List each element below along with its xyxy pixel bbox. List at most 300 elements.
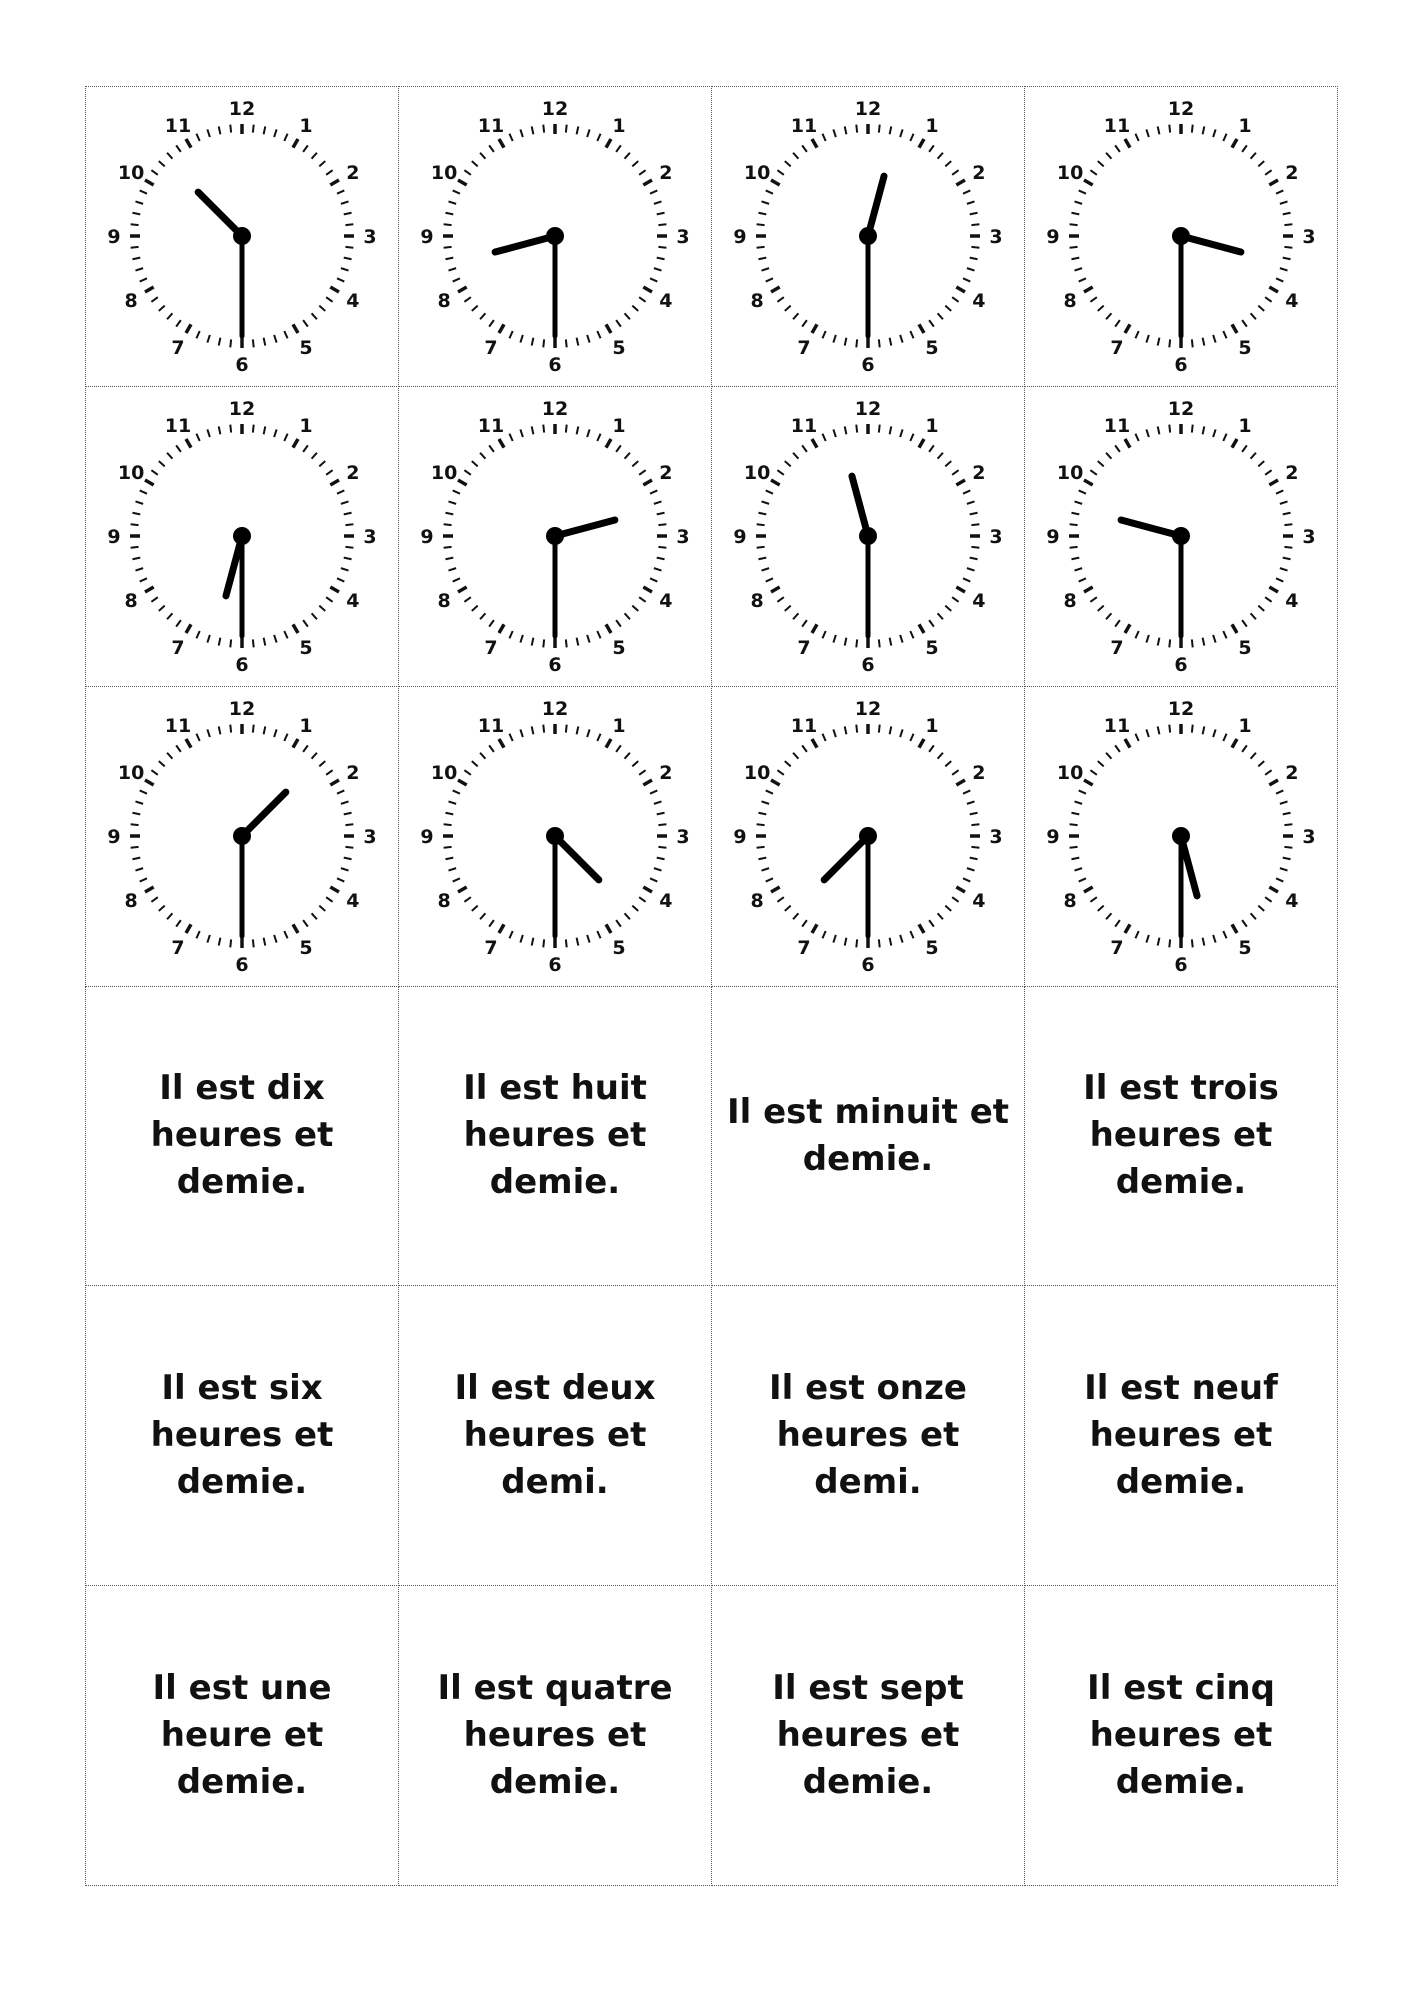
minute-tick bbox=[1090, 770, 1096, 775]
phrase-card[interactable] bbox=[85, 1285, 399, 1586]
dial-number: 12 bbox=[228, 98, 256, 121]
clock-card[interactable] bbox=[1024, 686, 1338, 987]
phrase-card[interactable] bbox=[398, 1285, 712, 1586]
minute-tick bbox=[879, 340, 880, 348]
minute-tick bbox=[1115, 920, 1120, 926]
minute-tick bbox=[1192, 725, 1193, 733]
minute-tick bbox=[444, 824, 452, 825]
minute-tick bbox=[650, 878, 657, 881]
minute-tick bbox=[758, 813, 766, 815]
minute-tick bbox=[1169, 725, 1170, 733]
phrase-card[interactable] bbox=[1024, 1585, 1338, 1886]
minute-tick bbox=[856, 125, 857, 133]
minute-tick bbox=[509, 134, 512, 141]
phrase-card[interactable] bbox=[711, 1585, 1025, 1886]
minute-tick bbox=[793, 153, 798, 159]
minute-tick bbox=[650, 579, 657, 582]
dial-number: 2 bbox=[1285, 162, 1299, 185]
minute-tick bbox=[464, 897, 470, 902]
minute-tick bbox=[577, 727, 579, 735]
minute-tick bbox=[639, 597, 645, 602]
clock-card[interactable] bbox=[85, 86, 399, 387]
dial-number: 1 bbox=[1238, 715, 1252, 738]
hour-tick bbox=[1269, 587, 1278, 592]
minute-tick bbox=[207, 935, 209, 943]
minute-tick bbox=[1106, 314, 1111, 320]
minute-tick bbox=[597, 134, 600, 141]
minute-tick bbox=[1090, 470, 1096, 475]
minute-tick bbox=[766, 191, 773, 194]
minute-tick bbox=[952, 897, 958, 902]
minute-tick bbox=[1251, 453, 1256, 459]
minute-tick bbox=[159, 461, 165, 466]
dial-number: 11 bbox=[164, 415, 192, 438]
hour-hand bbox=[555, 520, 615, 536]
minute-tick bbox=[785, 606, 791, 611]
minute-tick bbox=[785, 761, 791, 766]
clock-face bbox=[1046, 691, 1316, 981]
dial-number: 2 bbox=[346, 762, 360, 785]
dial-number: 7 bbox=[1110, 337, 1124, 360]
minute-tick bbox=[480, 453, 485, 459]
minute-tick bbox=[543, 125, 544, 133]
dial-number: 11 bbox=[790, 715, 818, 738]
minute-tick bbox=[970, 558, 978, 560]
minute-tick bbox=[757, 824, 765, 825]
minute-tick bbox=[1158, 638, 1160, 646]
minute-tick bbox=[890, 127, 892, 135]
minute-tick bbox=[938, 153, 943, 159]
minute-tick bbox=[833, 430, 835, 438]
minute-tick bbox=[650, 191, 657, 194]
minute-tick bbox=[1284, 547, 1292, 548]
minute-tick bbox=[616, 745, 621, 751]
minute-tick bbox=[264, 727, 266, 735]
minute-tick bbox=[489, 745, 494, 751]
dial-number: 9 bbox=[107, 526, 121, 549]
hour-tick bbox=[186, 139, 191, 148]
time-phrase: Il est une heure et demie. bbox=[152, 1668, 332, 1803]
minute-tick bbox=[159, 606, 165, 611]
minute-tick bbox=[577, 938, 579, 946]
minute-tick bbox=[758, 858, 766, 860]
clock-card[interactable] bbox=[711, 86, 1025, 387]
minute-tick bbox=[1283, 513, 1291, 515]
minute-tick bbox=[1070, 525, 1078, 526]
hour-tick bbox=[145, 287, 154, 292]
center-pivot bbox=[233, 227, 251, 245]
minute-tick bbox=[230, 340, 231, 348]
center-pivot bbox=[1172, 227, 1190, 245]
dial-number: 7 bbox=[171, 337, 185, 360]
minute-tick bbox=[967, 568, 975, 570]
minute-tick bbox=[1135, 734, 1138, 741]
clock-card[interactable] bbox=[1024, 386, 1338, 687]
minute-tick bbox=[207, 130, 209, 138]
minute-tick bbox=[135, 269, 143, 271]
hour-tick bbox=[919, 625, 924, 634]
minute-tick bbox=[341, 202, 349, 204]
hour-tick bbox=[919, 139, 924, 148]
minute-tick bbox=[658, 547, 666, 548]
minute-tick bbox=[337, 878, 344, 881]
clock-card[interactable] bbox=[1024, 86, 1338, 387]
minute-tick bbox=[196, 734, 199, 741]
minute-tick bbox=[766, 791, 773, 794]
minute-tick bbox=[890, 638, 892, 646]
minute-tick bbox=[967, 502, 975, 504]
dial-number: 7 bbox=[484, 936, 498, 959]
hour-tick bbox=[771, 887, 780, 892]
hour-tick bbox=[293, 139, 298, 148]
dial-number: 10 bbox=[117, 462, 145, 485]
time-phrase: Il est onze heures et demi. bbox=[769, 1368, 967, 1503]
minute-tick bbox=[319, 161, 325, 166]
minute-tick bbox=[761, 568, 769, 570]
minute-tick bbox=[597, 331, 600, 338]
minute-tick bbox=[1146, 430, 1148, 438]
minute-tick bbox=[856, 940, 857, 948]
minute-tick bbox=[639, 298, 645, 303]
minute-tick bbox=[1251, 753, 1256, 759]
hour-tick bbox=[643, 587, 652, 592]
minute-tick bbox=[219, 938, 221, 946]
hour-tick bbox=[956, 587, 965, 592]
phrase-card[interactable] bbox=[398, 1585, 712, 1886]
minute-tick bbox=[284, 734, 287, 741]
minute-tick bbox=[219, 427, 221, 435]
minute-tick bbox=[658, 225, 666, 226]
dial-number: 12 bbox=[228, 698, 256, 721]
minute-tick bbox=[1192, 940, 1193, 948]
minute-tick bbox=[822, 631, 825, 638]
minute-tick bbox=[326, 897, 332, 902]
minute-tick bbox=[566, 940, 567, 948]
minute-tick bbox=[1106, 753, 1111, 759]
minute-tick bbox=[264, 427, 266, 435]
dial-number: 9 bbox=[107, 226, 121, 249]
phrase-card[interactable] bbox=[711, 986, 1025, 1287]
clock-face bbox=[1046, 91, 1316, 381]
minute-tick bbox=[132, 513, 140, 515]
dial-number: 4 bbox=[972, 890, 986, 913]
clock-face bbox=[733, 691, 1003, 981]
center-pivot bbox=[546, 227, 564, 245]
minute-tick bbox=[344, 858, 352, 860]
minute-tick bbox=[1213, 935, 1215, 943]
minute-tick bbox=[509, 734, 512, 741]
dial-number: 5 bbox=[1238, 936, 1252, 959]
clock-card[interactable] bbox=[398, 86, 712, 387]
hour-tick bbox=[771, 587, 780, 592]
dial-number: 8 bbox=[124, 890, 138, 913]
minute-tick bbox=[658, 824, 666, 825]
clock-card[interactable] bbox=[711, 686, 1025, 987]
minute-tick bbox=[345, 547, 353, 548]
minute-tick bbox=[1265, 597, 1271, 602]
minute-tick bbox=[135, 202, 143, 204]
hour-tick bbox=[1232, 325, 1237, 334]
clock-face bbox=[733, 91, 1003, 381]
minute-tick bbox=[777, 298, 783, 303]
minute-tick bbox=[639, 470, 645, 475]
minute-tick bbox=[176, 321, 181, 327]
hour-tick bbox=[186, 625, 191, 634]
hour-tick bbox=[499, 625, 504, 634]
minute-tick bbox=[151, 597, 157, 602]
minute-tick bbox=[472, 761, 478, 766]
minute-tick bbox=[131, 225, 139, 226]
hour-tick bbox=[812, 325, 817, 334]
minute-tick bbox=[970, 513, 978, 515]
minute-tick bbox=[132, 213, 140, 215]
dial-number: 10 bbox=[117, 162, 145, 185]
minute-tick bbox=[207, 430, 209, 438]
dial-number: 3 bbox=[363, 526, 377, 549]
minute-tick bbox=[657, 813, 665, 815]
minute-tick bbox=[176, 920, 181, 926]
minute-tick bbox=[587, 935, 589, 943]
minute-tick bbox=[444, 847, 452, 848]
minute-tick bbox=[650, 491, 657, 494]
minute-tick bbox=[1192, 640, 1193, 648]
minute-tick bbox=[758, 213, 766, 215]
hour-hand bbox=[198, 193, 242, 237]
minute-tick bbox=[658, 247, 666, 248]
hour-tick bbox=[1084, 480, 1093, 485]
dial-number: 5 bbox=[1238, 337, 1252, 360]
minute-tick bbox=[167, 614, 172, 620]
minute-tick bbox=[448, 202, 456, 204]
clock-card[interactable] bbox=[711, 386, 1025, 687]
minute-tick bbox=[341, 568, 349, 570]
minute-tick bbox=[453, 878, 460, 881]
minute-tick bbox=[766, 279, 773, 282]
minute-tick bbox=[1146, 935, 1148, 943]
dial-number: 3 bbox=[676, 826, 690, 849]
minute-tick bbox=[597, 631, 600, 638]
hour-tick bbox=[919, 439, 924, 448]
clock-card[interactable] bbox=[398, 686, 712, 987]
minute-tick bbox=[632, 461, 638, 466]
phrase-card[interactable] bbox=[398, 986, 712, 1287]
minute-tick bbox=[822, 434, 825, 441]
minute-tick bbox=[1265, 770, 1271, 775]
minute-tick bbox=[879, 425, 880, 433]
minute-tick bbox=[1203, 638, 1205, 646]
minute-tick bbox=[757, 525, 765, 526]
minute-tick bbox=[264, 938, 266, 946]
minute-tick bbox=[264, 638, 266, 646]
phrase-card[interactable] bbox=[1024, 986, 1338, 1287]
minute-tick bbox=[833, 635, 835, 643]
minute-tick bbox=[319, 461, 325, 466]
minute-tick bbox=[132, 858, 140, 860]
minute-tick bbox=[543, 725, 544, 733]
hour-tick bbox=[643, 287, 652, 292]
dial-number: 3 bbox=[989, 526, 1003, 549]
minute-tick bbox=[1158, 938, 1160, 946]
minute-tick bbox=[566, 340, 567, 348]
dial-number: 12 bbox=[1167, 98, 1195, 121]
minute-tick bbox=[135, 502, 143, 504]
dial-number: 4 bbox=[659, 590, 673, 613]
hour-tick bbox=[293, 325, 298, 334]
minute-tick bbox=[845, 938, 847, 946]
dial-number: 1 bbox=[1238, 415, 1252, 438]
minute-tick bbox=[577, 338, 579, 346]
clock-card[interactable] bbox=[85, 386, 399, 687]
time-phrase: Il est deux heures et demi. bbox=[454, 1368, 656, 1503]
clock-card[interactable] bbox=[85, 686, 399, 987]
hour-tick bbox=[956, 887, 965, 892]
minute-tick bbox=[793, 614, 798, 620]
minute-tick bbox=[319, 306, 325, 311]
dial-number: 6 bbox=[1174, 954, 1188, 977]
minute-tick bbox=[963, 191, 970, 194]
minute-tick bbox=[1223, 931, 1226, 938]
minute-tick bbox=[230, 940, 231, 948]
hour-hand bbox=[1181, 236, 1241, 252]
minute-tick bbox=[230, 725, 231, 733]
minute-tick bbox=[344, 258, 352, 260]
phrase-card[interactable] bbox=[1024, 1285, 1338, 1586]
minute-tick bbox=[444, 547, 452, 548]
phrase-card[interactable] bbox=[85, 986, 399, 1287]
minute-tick bbox=[1213, 335, 1215, 343]
dial-number: 2 bbox=[346, 462, 360, 485]
minute-tick bbox=[1283, 258, 1291, 260]
clock-face bbox=[420, 691, 690, 981]
minute-tick bbox=[952, 770, 958, 775]
minute-tick bbox=[337, 491, 344, 494]
minute-tick bbox=[1074, 801, 1082, 803]
hour-tick bbox=[458, 287, 467, 292]
minute-tick bbox=[890, 727, 892, 735]
minute-tick bbox=[1146, 335, 1148, 343]
minute-tick bbox=[758, 258, 766, 260]
clock-face bbox=[107, 691, 377, 981]
minute-tick bbox=[131, 824, 139, 825]
minute-tick bbox=[345, 225, 353, 226]
phrase-card[interactable] bbox=[85, 1585, 399, 1886]
minute-tick bbox=[1283, 558, 1291, 560]
minute-tick bbox=[625, 314, 630, 320]
minute-tick bbox=[952, 597, 958, 602]
minute-tick bbox=[1106, 153, 1111, 159]
dial-number: 11 bbox=[477, 715, 505, 738]
minute-tick bbox=[597, 734, 600, 741]
hour-tick bbox=[1269, 887, 1278, 892]
minute-tick bbox=[1074, 269, 1082, 271]
hour-tick bbox=[956, 180, 965, 185]
dial-number: 7 bbox=[171, 637, 185, 660]
center-pivot bbox=[233, 527, 251, 545]
minute-tick bbox=[566, 425, 567, 433]
center-pivot bbox=[859, 527, 877, 545]
minute-tick bbox=[963, 878, 970, 881]
minute-tick bbox=[1098, 461, 1104, 466]
minute-tick bbox=[1070, 847, 1078, 848]
clock-face bbox=[107, 91, 377, 381]
dial-number: 3 bbox=[1302, 226, 1316, 249]
hour-hand bbox=[824, 836, 868, 880]
minute-tick bbox=[900, 730, 902, 738]
dial-number: 8 bbox=[750, 290, 764, 313]
minute-tick bbox=[632, 606, 638, 611]
minute-tick bbox=[1169, 640, 1170, 648]
minute-tick bbox=[1203, 127, 1205, 135]
minute-tick bbox=[448, 801, 456, 803]
minute-tick bbox=[952, 171, 958, 176]
hour-tick bbox=[458, 587, 467, 592]
dial-number: 10 bbox=[430, 162, 458, 185]
minute-tick bbox=[929, 446, 934, 452]
minute-tick bbox=[900, 430, 902, 438]
minute-tick bbox=[509, 331, 512, 338]
dial-number: 9 bbox=[1046, 526, 1060, 549]
minute-tick bbox=[802, 920, 807, 926]
minute-tick bbox=[253, 725, 254, 733]
minute-tick bbox=[833, 130, 835, 138]
hour-tick bbox=[458, 780, 467, 785]
hour-tick bbox=[330, 887, 339, 892]
clock-face bbox=[420, 391, 690, 681]
minute-tick bbox=[1223, 434, 1226, 441]
clock-face bbox=[107, 391, 377, 681]
minute-tick bbox=[509, 931, 512, 938]
minute-tick bbox=[1079, 579, 1086, 582]
minute-tick bbox=[845, 338, 847, 346]
minute-tick bbox=[758, 558, 766, 560]
time-phrase: Il est huit heures et demie. bbox=[463, 1068, 647, 1203]
minute-tick bbox=[1169, 940, 1170, 948]
minute-tick bbox=[543, 640, 544, 648]
dial-number: 7 bbox=[171, 936, 185, 959]
minute-tick bbox=[151, 298, 157, 303]
dial-number: 12 bbox=[541, 698, 569, 721]
hour-tick bbox=[145, 180, 154, 185]
hour-tick bbox=[771, 480, 780, 485]
minute-tick bbox=[312, 453, 317, 459]
minute-tick bbox=[963, 279, 970, 282]
minute-tick bbox=[326, 298, 332, 303]
hour-tick bbox=[771, 287, 780, 292]
minute-tick bbox=[597, 434, 600, 441]
center-pivot bbox=[546, 527, 564, 545]
hour-tick bbox=[1125, 625, 1130, 634]
minute-tick bbox=[1258, 161, 1264, 166]
hour-tick bbox=[771, 180, 780, 185]
minute-tick bbox=[879, 725, 880, 733]
dial-number: 6 bbox=[861, 354, 875, 377]
phrase-card[interactable] bbox=[711, 1285, 1025, 1586]
dial-number: 10 bbox=[1056, 762, 1084, 785]
hour-tick bbox=[812, 739, 817, 748]
minute-tick bbox=[448, 502, 456, 504]
dial-number: 2 bbox=[972, 762, 986, 785]
minute-tick bbox=[135, 801, 143, 803]
minute-tick bbox=[879, 940, 880, 948]
minute-tick bbox=[822, 134, 825, 141]
dial-number: 8 bbox=[124, 290, 138, 313]
minute-tick bbox=[464, 171, 470, 176]
minute-tick bbox=[654, 801, 662, 803]
clock-card[interactable] bbox=[398, 386, 712, 687]
minute-tick bbox=[1251, 913, 1256, 919]
minute-tick bbox=[833, 935, 835, 943]
hour-tick bbox=[499, 739, 504, 748]
